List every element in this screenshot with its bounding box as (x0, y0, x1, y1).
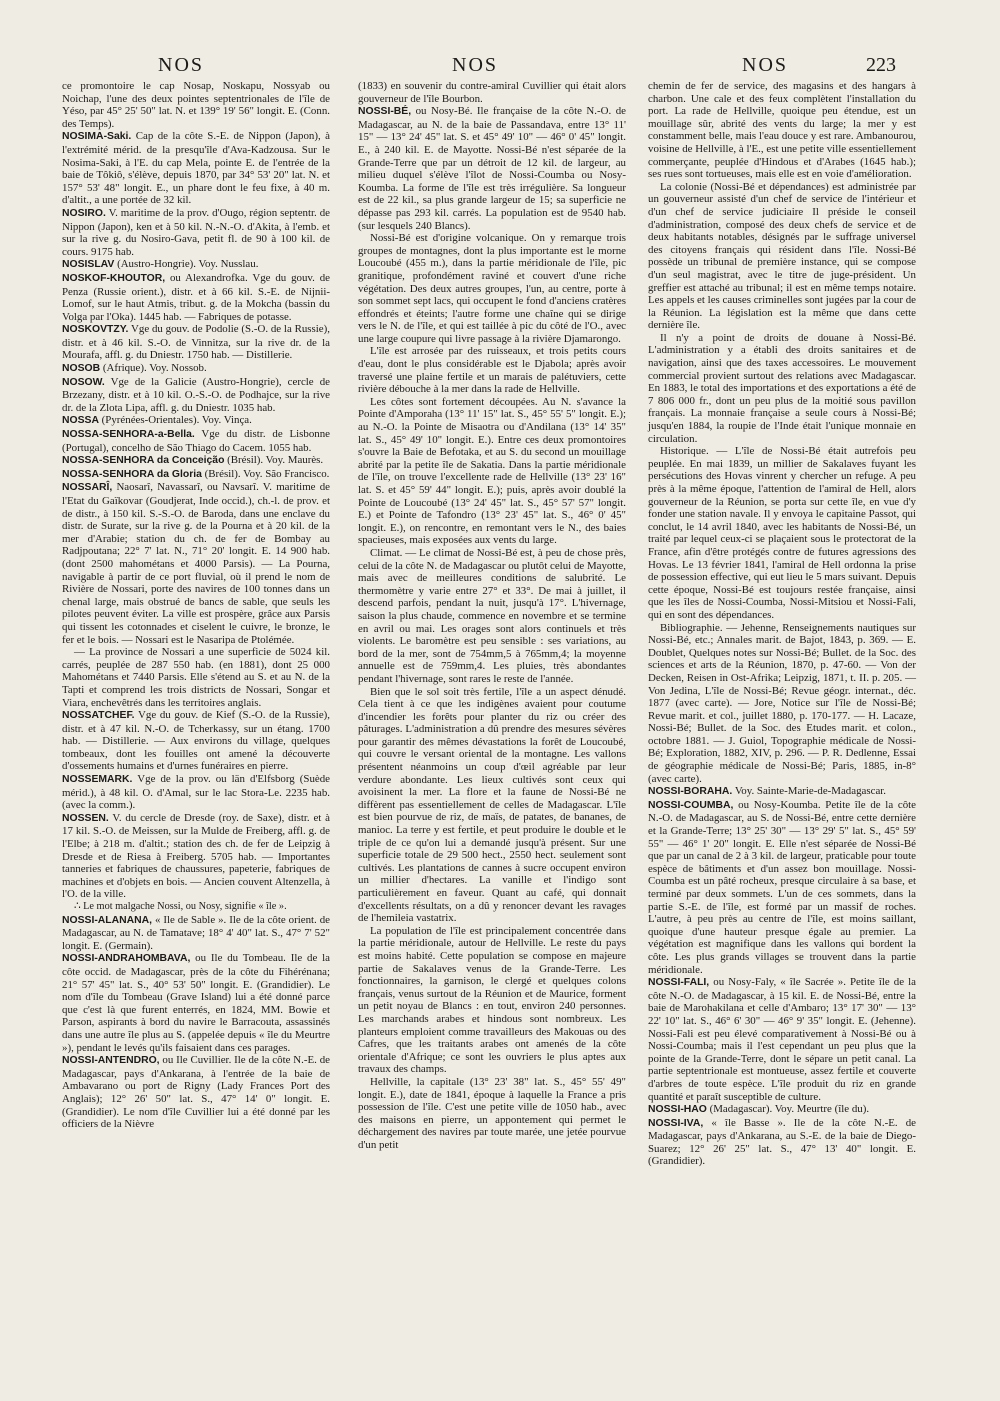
text-paragraph (648, 445, 916, 621)
entry-headword: NOSSEN. (62, 812, 109, 824)
dictionary-entry (62, 773, 330, 812)
entry-text: — La province de Nossari a une superficie de 5024 kil. carrés, peuplée de 287 550 hab. (en 1881), dont 25 000 Mahométans et 7440 Parsis. Elle s'étend au S. et au N. de la Tapti et comprend les trois districts de Nossari, Songar et Viara, enchevêtrés dans les territoires anglais. (62, 646, 330, 709)
entry-headword: NOSSI-ANTENDRO, (62, 1055, 160, 1067)
entry-headword: NOSSI-COUMBA, (648, 799, 734, 811)
entry-headword: NOSSA-SENHORA da Conceição (62, 455, 225, 467)
entry-headword: NOSOB (62, 363, 101, 375)
dictionary-entry (62, 914, 330, 953)
entry-text: Climat. — Le climat de Nossi-Bé est, à peu de chose près, celui de la côte N. de Madagascar ou plutôt celui de Mayotte, mais avec de meilleures conditions de salubrité. Le thermomètre y varie entre 27° et 33°. De mai à juillet, il descend parfois, pendant la nuit, jusqu'à 17°. L'hivernage, saison la plus chaude, commence en novembre et se termine en avril ou mai. Les orages sont alors continuels et très violents. Le baromètre est peu sensible : ses variations, au bord de la mer, sont de 754mm,5 à 765mm,4; la moyenne annuelle est de 759mm,4. Les pluies, très abondantes pendant l'hivernage, sont rares le reste de l'année. (358, 546, 626, 685)
entry-text: Nossi-Bé est d'origine volcanique. On y remarque trois groupes de montagnes, dont la plus importante est le morne Loucoubé (455 m.), dans la partie méridionale de l'île, pic granitique, profondément raviné et couvert d'une riche végétation. Des deux autres groupes, l'un, au centre, porte à son sommet sept lacs, qui occupent le fond d'anciens cratères effondrés et éteints; l'autre forme une chaîne qui se dirige vers le N. de l'île, et qui est taillée à pic du côté de l'O., avec une large coupure qui livre passage à la rivière Djamarongo. (358, 232, 626, 345)
entry-text: (Brésil). Voy. São Francisco. (201, 467, 330, 480)
entry-headword: NOSSA-SENHORA-a-Bella. (62, 429, 195, 441)
dictionary-entry (62, 362, 330, 376)
entry-text: ou Nosy-Bé. Ile française de la côte N.-O. de Madagascar, au N. de la baie de Passandava, entre 13° 11' 15" — 13° 24' 45" lat. S. et 45° 49' 10" — 46° 0' 45" longit. E., à 240 kil. E. de Mayotte. Nossi-Bé n'est séparée de la Grande-Terre que par un détroit de 12 kil. de largeur, au milieu duquel s'élève l'îlot de Nossi-Coumba ou Nosy-Koumba. La forme de l'île est très irrégulière. Sa longueur est de 22 kil., sa plus grande largeur de 15; sa superficie ne dépasse pas 293 kil. carrés. La population est de 9540 hab. (sur lesquels 240 Blancs). (358, 105, 626, 232)
entry-text: La colonie (Nossi-Bé et dépendances) est administrée par un gouverneur assisté d'un chef de service de l'intérieur et d'un chef de service judiciaire Il préside le conseil d'administration, composé des deux chefs de service et de deux habitants notables, désignés par le suffrage universel des citoyens français qui résident dans l'île. Nossi-Bé possède un tribunal de première instance, qui se compose d'un seul magistrat, avec le titre de juge-président. Un greffier est attaché au tribunal; il est en même temps notaire. Les appels et les causes criminelles sont jugées par la cour de la Réunion. La législation est la même que dans cette dernière île. (648, 180, 916, 332)
entry-text: Voy. Sainte-Marie-de-Madagascar. (732, 785, 887, 798)
dictionary-entry (62, 428, 330, 454)
entry-text: (Austro-Hongrie). Voy. Nusslau. (114, 258, 259, 271)
entry-text: Vge de la Galicie (Austro-Hongrie), cercle de Brzezany, distr. et à 10 kil. O.-S.-O. de Podhajce, sur la rive dr. de la Zlota Lipa, affl. g. du Dniestr. 1035 hab. (62, 375, 330, 414)
entry-text: « Ile de Sable ». Ile de la côte orient. de Madagascar, au N. de Tamatave; 18° 4' 40" lat. S., 47° 7' 52" longit. E. (Germain). (62, 913, 330, 952)
entry-headword: NOSSEMARK. (62, 774, 133, 786)
text-column-left (62, 80, 330, 1131)
footnote (62, 901, 330, 914)
dictionary-entry (62, 130, 330, 207)
entry-text: Vge du gouv. de Kief (S.-O. de la Russie), distr. et à 47 kil. N.-O. de Tcherkassy, sur un étang. 1700 hab. — Distillerie. — Aux environs du village, quelques tombeaux, dont les fouilles ont amené la découverte d'ossements humains et d'urnes funéraires en pierre. (62, 709, 330, 773)
entry-headword: NOSSARÎ, (62, 482, 113, 494)
entry-text: (Pyrénées-Orientales). Voy. Vinça. (98, 414, 252, 427)
entry-headword: NOSSA (62, 415, 99, 427)
text-paragraph (648, 622, 916, 786)
entry-text: (Madagascar). Voy. Meurtre (île du). (706, 1103, 870, 1116)
dictionary-entry (648, 1117, 916, 1168)
dictionary-entry (648, 1103, 916, 1117)
text-paragraph (62, 80, 330, 130)
entry-text: Vge du distr. de Lisbonne (Portugal), concelho de São Thiago do Cacem. 1055 hab. (62, 428, 330, 454)
entry-text: L'île est arrosée par des ruisseaux, et trois petits cours d'eau, dont le plus considérable est le Djabola; après avoir traversé une plaine fertile et un marais de palétuviers, cette rivière débouche à la mer dans la rade de Hellville. (358, 345, 626, 396)
text-paragraph (648, 80, 916, 181)
dictionary-entry (62, 376, 330, 415)
dictionary-entry (62, 481, 330, 646)
entry-text: ou Nosy-Faly, « île Sacrée ». Petite île de la côte N.-O. de Madagascar, à 15 kil. E. de Nossi-Bé, entre la baie de Marohakilana et celle d'Ambaro; 13° 17' 30" — 13° 22' 10" lat. S., 46° 6' 30" — 46° 9' 35" longit. E. (Jehenne). Nossi-Fali est peu élevé comparativement à Nossi-Bé ou à Nossi-Coumba; mais il l'est cependant un peu plus que la pointe de la Grande-Terre, dont le sépare un petit canal. La partie septentrionale est montueuse, assez fertile et couverte d'arbres de toute espèce. L'île produit du riz en grande quantité et paraît susceptible de culture. (648, 976, 916, 1103)
entry-text: (Afrique). Voy. Nossob. (100, 362, 207, 375)
entry-text: Bien que le sol soit très fertile, l'île a un aspect dénudé. Cela tient à ce que les indigènes avaient pour coutume d'incendier les forêts pour planter du riz ou créer des pâturages. L'administration a dû prendre des mesures sévères pour garantir des mêmes dévastations la forêt de Loucoubé, qui couvre le versant oriental de la montagne. Les vallons présentent néanmoins un coup d'œil agréable par leur verdure abondante. Les lieux cultivés sont ceux qui avoisinent la mer. La flore et la faune de Nossi-Bé ne diffèrent pas essentiellement de celles de Madagascar. L'île est bien pourvue de riz, de maïs, de patates, de bananes, de manioc. La terre y est fertile, et peut produire le double et le triple de ce qu'on lui a demandé jusqu'à présent. Sur une superficie totale de 29 500 hect., 2550 hect. seulement sont cultivés. Les plantations de cannes à sucre occupent environ un millier d'hectares. La vanille et l'indigo sont particulièrement en faveur. Quant au café, qui donnait d'excellents résultats, on a dû y renoncer devant les ravages de l'hemileia vastatrix. (358, 685, 626, 925)
text-paragraph (358, 396, 626, 547)
text-paragraph (62, 646, 330, 709)
entry-text: La population de l'île est principalement concentrée dans la partie méridionale, autour de Hellville. Le reste du pays est moins habité. Cette population se compose en majeure partie de Sakalaves venus de la Grande-Terre. Les fonctionnaires, la garnison, le clergé et quelques colons français, venus surtout de la Réunion et de Maurice, forment un petit noyau de Blancs : en tout, environ 240 personnes. Les marchands arabes et hindous sont nombreux. Les planteurs emploient comme travailleurs des Makouas ou des Cafres, que les traitants arabes ont amenés de la côte orientale d'Afrique; ce sont les ouvriers le plus aptes aux travaux des champs. (358, 924, 626, 1076)
entry-headword: NOSIRO. (62, 207, 106, 219)
entry-text: Cap de la côte S.-E. de Nippon (Japon), à l'extrémité mérid. de la presqu'île d'Ava-Kadzousa. Sur le Nosima-Saki, à l'E. du cap Mela, pointe E. de l'entrée de la baie de Tôkiô, s'élève, depuis 1870, par 34° 53' 20" lat. N. et 157° 53' 48" longit. E., un phare dont le feu fixe, à 40 m. d'altit., a une portée de 32 kil. (62, 130, 330, 207)
text-paragraph (358, 345, 626, 395)
header-left-word: NOS (158, 54, 205, 76)
entry-text: Il n'y a point de droits de douane à Nossi-Bé. L'administration y a établi des droits sanitaires et de navigation, ainsi que des taxes accessoires. Le mouvement commercial provient surtout des relations avec Madagascar. En 1883, le total des importations et des exportations a été de 7 806 000 fr., dont un peu plus de la moitié sous pavillon français. La monnaie française a seule cours à Nossi-Bé; jusqu'en 1884, la roupie de l'Inde était l'unique monnaie en circulation. (648, 331, 916, 445)
text-paragraph (358, 80, 626, 105)
entry-text: Les côtes sont fortement découpées. Au N. s'avance la Pointe d'Amporaha (13° 11' 15" lat. S., 45° 55' 5" longit. E.); au N.-O. la Pointe de Misaotra ou d'Andilana (13° 14' 35" lat. S., 45° 49' 10" longit. E.). Entre ces deux promontoires s'ouvre la Baie de Befotaka, et au S. du second un mouillage abrité par la petite île de Sakatia. Dans la partie méridionale de l'île, on trouve l'excellente rade de Hellville (13° 23' 16" lat. S. et 45° 59' 44" longit. E.); puis, après avoir doublé la Pointe de Loucoubé (13° 24' 45" lat. S., 45° 57' 57" longit. E.) et Pointe de Tafondro (13° 23' 45" lat. S., 46° 0' 45" longit. E.), on rencontre, en remontant vers le N., des baies spacieuses, mais exposées aux vents du large. (358, 395, 626, 547)
dictionary-entry (62, 272, 330, 323)
entry-headword: NOSSI-ANDRAHOMBAVA, (62, 953, 191, 965)
text-column-right (648, 80, 916, 1168)
text-paragraph (358, 686, 626, 925)
dictionary-entry (62, 454, 330, 468)
dictionary-entry (62, 709, 330, 773)
dictionary-entry (62, 414, 330, 428)
entry-text: ou Ile Cuvillier. Ile de la côte N.-E. de Madagascar, pays d'Ankarana, à l'entrée de la baie de Ambavarano ou port de Rigny (Lady Frances Port des Anglais); 12° 26' 50" lat. S., 47° 14' 0" longit. E. (Grandidier). Le nom d'île Cuvillier lui a été donné par les officiers de la Nièvre (62, 1054, 330, 1131)
entry-headword: NOSSI-HAO (648, 1104, 707, 1116)
header-center-word: NOS (452, 54, 499, 76)
entry-text: ∴ Le mot malgache Nossi, ou Nosy, signifie « île ». (74, 901, 287, 912)
dictionary-entry (62, 952, 330, 1054)
entry-text: Vge du gouv. de Podolie (S.-O. de la Russie), distr. et à 46 kil. S.-O. de Vinnitza, sur la rive dr. de la Mourafa, affl. g. du Dniestr. 1750 hab. — Distillerie. (62, 323, 330, 362)
entry-text: chemin de fer de service, des magasins et des hangars à charbon. Une cale et des feux complètent l'installation du port. La rade de Hellville, quoique peu étendue, est un mouillage sûr, abrité des vents du large; la mer y est constamment belle, mais l'eau douce y est rare. Ambanourou, voisine de Hellville, à l'E., est une petite ville essentiellement commerçante, peuplée d'Hindous et d'Arabes (1645 hab.); ses rues sont tortueuses, mais elle est en voie d'amélioration. (648, 80, 916, 181)
entry-text: ou Nosy-Koumba. Petite île de la côte N.-O. de Madagascar, au S. de Nossi-Bé, entre cette dernière et la Grande-Terre; 13° 25' 30" — 13° 29' 5" lat. S., 45° 59' 55" — 46° 1' 20" longit. E. Elle n'est séparée de Nossi-Bé que par un canal de 2 à 3 kil. de largeur, praticable pour toute espèce de bâtiments et d'un assez bon mouillage. Nossi-Coumba est un pâté rocheux, presque circulaire à sa base, et terminé par deux sommets. L'un de ces sommets, dans la partie S.-E. de l'île, est formé par un massif de roches. L'autre, à peu près au centre de l'île, est moins saillant, quoique d'une hauteur presque égale au premier. La végétation est magnifique dans les vallons qui bordent la côte. Les plus grands villages se trouvent dans la partie méridionale. (648, 798, 916, 976)
dictionary-entry (62, 258, 330, 272)
dictionary-entry (648, 785, 916, 799)
text-paragraph (358, 547, 626, 686)
entry-text: Vge de la prov. ou län d'Elfsborg (Suède mérid.), à 48 kil. O. d'Amal, sur le lac Stora-Le. 2235 hab. (avec la comm.). (62, 773, 330, 812)
text-paragraph (358, 1076, 626, 1152)
entry-headword: NOSSI-BORAHA. (648, 786, 733, 798)
dictionary-entry (358, 105, 626, 232)
entry-text: V. maritime de la prov. d'Ougo, région septentr. de Nippon (Japon), ken et à 50 kil. N.-N.-O. d'Akita, à l'emb. et sur la rive g. du Nosiro-Gava, petit fl. de 90 à 100 kil. de cours. 9175 hab. (62, 206, 330, 258)
entry-text: V. du cercle de Dresde (roy. de Saxe), distr. et à 17 kil. S.-O. de Meissen, sur la Mulde de Freiberg, affl. g. de l'Elbe; à 218 m. d'altit.; station des ch. de fer de Leipzig à Dresde et de Riesa à Freiberg. 5705 hab. — Importantes tanneries et fabriques de chaussures, papeterie, fabriques de machines et d'objets en bois. — Ancien couvent Altenzella, à l'O. de la ville. (62, 811, 330, 901)
entry-headword: NOSKOF-KHOUTOR, (62, 272, 166, 284)
text-paragraph (648, 181, 916, 332)
entry-text: ou Ile du Tombeau. Ile de la côte occid. de Madagascar, près de la côte du Fihérénana; 21° 57' 45" lat. S., 40° 53' 50" longit. E. (Grandidier). Le nom d'île du Tombeau (Grave Island) lui a été donné parce que c'est là que furent enterrés, en 1824, MM. Bowie et Parson, aspirants à bord du navire le Barracouta, assassinés dans une autre île plus au S. (appelée depuis « île du Meurtre »), pendant le levés qu'ils faisaient dans ces parages. (62, 952, 330, 1054)
entry-text: « île Basse ». Ile de la côte N.-E. de Madagascar, pays d'Ankarana, au S.-E. de la baie de Diego-Suarez; 12° 26' 25" lat. S., 47° 13' 40" longit. E. (Grandidier). (648, 1116, 916, 1168)
entry-headword: NOSSI-FALI, (648, 977, 710, 989)
dictionary-entry (62, 323, 330, 362)
page-number: 223 (866, 54, 896, 76)
entry-headword: NOSSI-ALANANA, (62, 914, 153, 926)
entry-headword: NOSKOVTZY. (62, 324, 129, 336)
text-column-middle (358, 80, 626, 1151)
entry-text: ce promontoire le cap Nosap, Noskapu, Nossyab ou Noichap, l'une des deux pointes septentrionales de l'île de Yéso, par 45° 25' 50" lat. N. et 139° 19' 56" longit. E. (Conn. des Temps). (62, 80, 330, 130)
entry-text: Hellville, la capitale (13° 23' 38" lat. S., 45° 55' 49" longit. E.), date de 1841, époque à laquelle la France a pris possession de l'île. C'est une petite ville de 1050 hab., avec des maisons en pierre, un appontement qui permet le déchargement des navires par toute marée, une jetée pourvue d'un petit (358, 1075, 626, 1151)
entry-headword: NOSSA-SENHORA da Gloria (62, 468, 202, 480)
entry-headword: NOSSI-BÉ, (358, 106, 412, 118)
entry-text: Bibliographie. — Jehenne, Renseignements nautiques sur Nossi-Bé, etc.; Annales marit. de Bajot, 1843, p. 369. — E. Doublet, Quelques notes sur Nossi-Bé; Bullet. de la Soc. des sciences et arts de la Réunion, 1870, p. 47-60. — Von der Decken, Reisen in Ost-Afrika; Leipzig, 1871, t. II. p. 205. — Von Jedina, L'île de Nossi-Bé; Revue géogr. internat., déc. 1877 (avec carte). — Jore, Notice sur l'île de Nossi-Bé; Revue marit. et col., juillet 1880, p. 170-177. — H. Lacaze, Nossi-Bé; Bullet. de la Soc. des Etudes marit. et colon., octobre 1881. — J. Guiol, Topographie médicale de Nossi-Bé; Exploration, 1882, XIV, p. 296. — P. R. Dedlenne, Essai de géographie médicale de Nossi-Bé; Paris, 1885, in-8° (avec carte). (648, 621, 916, 785)
text-paragraph (358, 925, 626, 1076)
dictionary-entry (62, 812, 330, 901)
text-paragraph (358, 232, 626, 345)
entry-headword: NOSIMA-Saki. (62, 131, 132, 143)
entry-text: Naosarî, Navassarî, ou Navsarî. V. maritime de l'Etat du Gaïkovar (Goudjerat, Inde occid.), ch.-l. de prov. et de distr., à 150 kil. S.-S.-O. de Baroda, dans une enclave du distr. de Surate, sur la rive g. de la Pourna et à 20 kil. de la mer d'Arabie; station du ch. de fer de Bombay au Radjpoutana; 22° 7' lat. N., 71° 20' longit. E. 14 900 hab. (dont 2500 mahométans et 4000 Parsis). — La Pourna, navigable à partir de ce port fluvial, où il prend le nom de Rivière de Nossari, porte des navires de 100 tonnes dans un chenal large, mais obstrué de bancs de sable, que seuls les pilotes peuvent éviter. La ville est prospère, grâce aux Parsis qui tissent les cotonnades et ciselent le cuivre, le bronze, le fer et le bois. — Nossari est le Nasaripa de Ptolémée. (62, 481, 330, 646)
entry-text: (Brésil). Voy. Maurès. (224, 454, 324, 467)
header-right-word: NOS (742, 54, 789, 76)
dictionary-entry (62, 1054, 330, 1131)
text-paragraph (648, 332, 916, 445)
entry-headword: NOSOW. (62, 376, 105, 388)
entry-headword: NOSSATCHEF. (62, 710, 135, 722)
entry-headword: NOSISLAV (62, 259, 115, 271)
dictionary-entry (62, 207, 330, 258)
entry-text: ou Alexandrofka. Vge du gouv. de Penza (Russie orient.), distr. et à 66 kil. S.-E. de Nijnii-Lomof, sur le haut Atmis, tribut. g. de la Mokcha (bassin du Volga par l'Oka). 1445 hab. — Fabriques de potasse. (62, 271, 330, 323)
dictionary-entry (648, 976, 916, 1103)
entry-text: (1833) en souvenir du contre-amiral Cuvillier qui était alors gouverneur de l'île Bourbon. (358, 80, 626, 105)
entry-headword: NOSSI-IVA, (648, 1117, 704, 1129)
dictionary-entry (62, 468, 330, 482)
entry-text: Historique. — L'île de Nossi-Bé était autrefois peu peuplée. En mai 1839, un millier de Sakalaves fuyant les persécutions des Hovas vinrent y chercher un refuge. A peu près à la même époque, l'attention de l'amiral de Hell, alors gouverneur de la Réunion, se porta sur cette île, en vue d'y fonder une station navale. Il y envoya le capitaine Passot, qui conclut, le 14 avril 1840, avec les habitants de Nossi-Bé, un traité par lequel ceux-ci se plaçaient sous le protectorat de la France, afin d'être protégés contre de futures agressions des Hovas. Le 13 février 1841, l'amiral de Hell ordonna la prise de possession effective, qui eut lieu le 5 mars suivant. Depuis cette époque, Nossi-Bé est toujours restée française, ainsi que les îles de Nossi-Coumba, Nossi-Mitsiou et Nossi-Fali, qui en sont des dépendances. (648, 445, 916, 621)
dictionary-entry (648, 799, 916, 976)
